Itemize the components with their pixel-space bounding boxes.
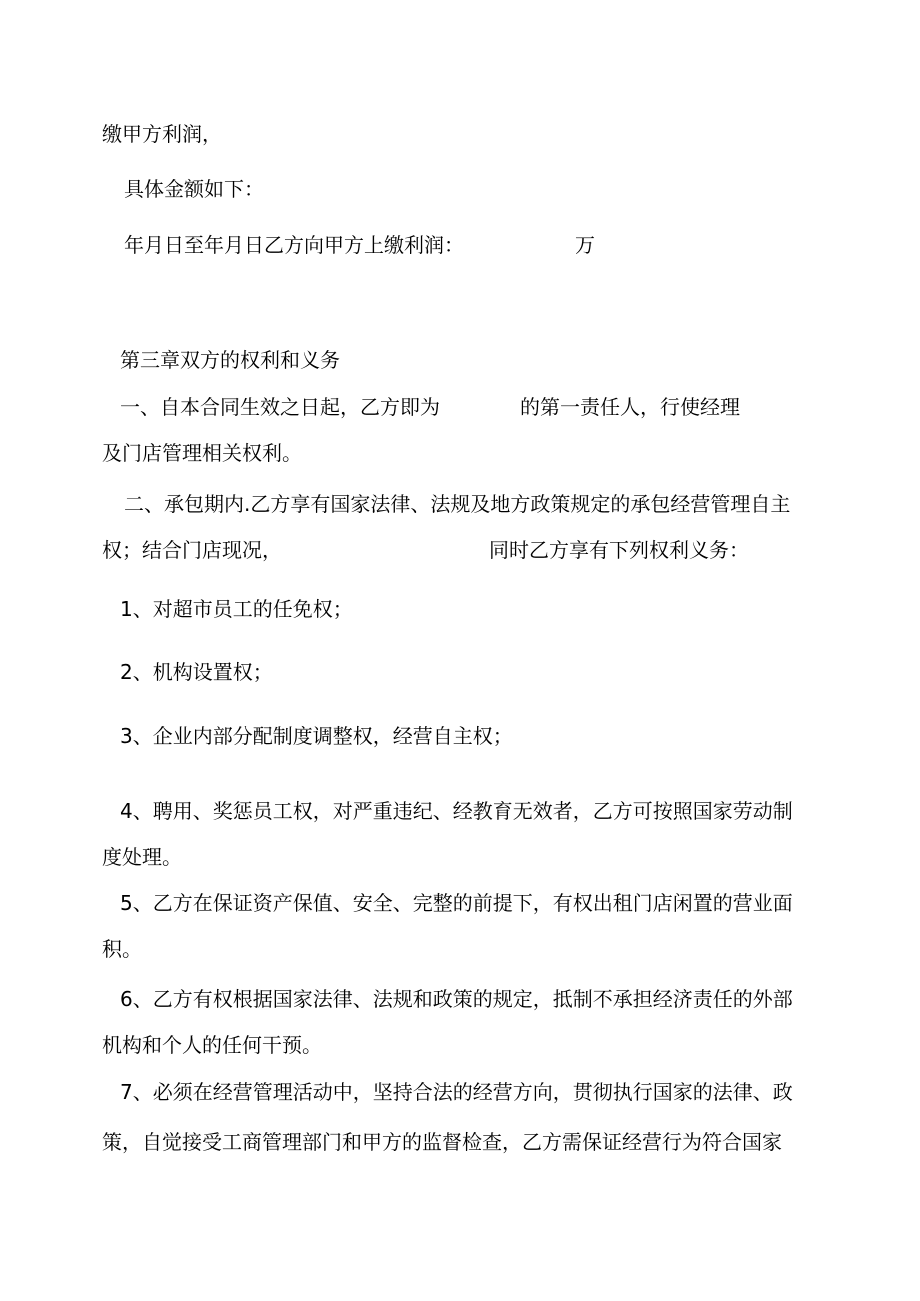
text-line-10: 2、机构设置权； (120, 660, 273, 684)
text-line-9: 1、对超市员工的任免权； (120, 597, 353, 621)
text-line-13: 度处理。 (102, 845, 182, 869)
text-line-14: 5、乙方在保证资产保值、安全、完整的前提下，有权出租门店闲置的营业面 (120, 891, 793, 915)
text-line-12: 4、聘用、奖惩员工权，对严重违纪、经教育无效者，乙方可按照国家劳动制 (120, 799, 793, 823)
text-line-19: 策，自觉接受工商管理部门和甲方的监督检查，乙方需保证经营行为符合国家 (102, 1130, 782, 1154)
text-line-17: 机构和个人的任何干预。 (102, 1033, 322, 1057)
text-line-8b: 同时乙方享有下列权利义务： (489, 538, 749, 562)
text-line-3b: 万 (575, 233, 595, 257)
chapter-heading: 第三章双方的权利和义务 (120, 348, 340, 372)
text-line-8a: 权；结合门店现况， (102, 538, 282, 562)
text-line-6: 及门店管理相关权利。 (102, 441, 302, 465)
text-line-18: 7、必须在经营管理活动中，坚持合法的经营方向，贯彻执行国家的法律、政 (120, 1080, 793, 1104)
text-line-1: 缴甲方利润， (102, 122, 222, 146)
text-line-5b: 的第一责任人，行使经理 (520, 395, 740, 419)
text-line-2: 具体金额如下： (124, 177, 264, 201)
text-line-15: 积。 (102, 937, 142, 961)
text-line-11: 3、企业内部分配制度调整权，经营自主权； (120, 724, 513, 748)
text-line-7: 二、承包期内.乙方享有国家法律、法规及地方政策规定的承包经营管理自主 (124, 492, 791, 516)
text-line-3a: 年月日至年月日乙方向甲方上缴利润： (124, 233, 464, 257)
text-line-16: 6、乙方有权根据国家法律、法规和政策的规定，抵制不承担经济责任的外部 (120, 987, 793, 1011)
text-line-5a: 一、自本合同生效之日起，乙方即为 (120, 395, 440, 419)
